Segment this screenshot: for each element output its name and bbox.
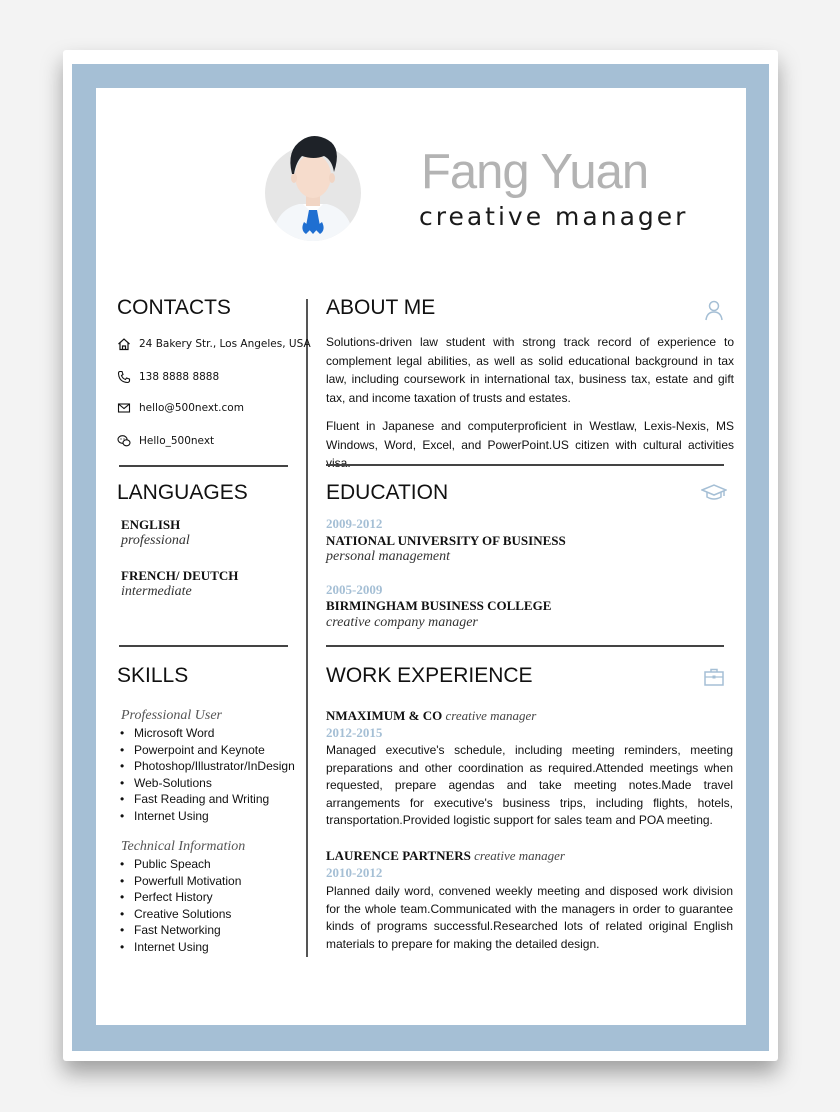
- about-paragraph: Solutions-driven law student with strong track record of experience to complement legal abilities, as well as solid educational background in tax law, including coursework in international tax, business tax, estate and gift tax, and income taxation of trusts and estates.: [326, 335, 734, 405]
- education-degree: creative company manager: [326, 615, 478, 630]
- contact-address: [117, 337, 311, 351]
- work-years: 2010-2012: [326, 865, 383, 880]
- work-role: creative manager: [445, 708, 537, 723]
- work-company: NMAXIMUM & CO: [326, 708, 443, 723]
- contact-address-text: 24 Bakery Str., Los Angeles, USA: [139, 338, 311, 350]
- work-role: creative manager: [474, 848, 565, 863]
- avatar: [264, 130, 362, 242]
- wechat-icon: [117, 434, 131, 448]
- briefcase-icon: [704, 668, 724, 686]
- about-divider: [326, 464, 724, 466]
- skill-item: • Fast Reading and Writing: [134, 791, 295, 808]
- skill-item: • Internet Using: [134, 808, 295, 825]
- contact-phone-text: 138 8888 8888: [139, 371, 220, 383]
- skill-item: • Powerpoint and Keynote: [134, 742, 295, 759]
- work-description: Managed executive's schedule, including meeting reminders, meeting preparations and other coordination as required.Attended meetings when requested, prepare agendas and take meeting notes.Made travel arrangements for executive's business trips, including flights, hotels, transportation.Provided logistic support for sales team and POA meeting.: [326, 743, 733, 828]
- column-divider: [306, 299, 308, 957]
- skill-item: • Creative Solutions: [134, 906, 241, 923]
- contact-phone: [117, 370, 219, 384]
- work-company-line: [326, 848, 565, 864]
- home-icon: [117, 337, 131, 351]
- education-school: NATIONAL UNIVERSITY OF BUSINESS: [326, 533, 566, 548]
- about-heading: ABOUT ME: [326, 296, 436, 319]
- work-description: Planned daily word, convened weekly meeting and disposed work division for the whole team.Communicated with the managers in order to guarantee kinds of programs successful.Researched lots of related original English materials to prepare for making the detailed design.: [326, 884, 733, 951]
- skills-list-technical: [120, 856, 241, 955]
- language-name: FRENCH/ DEUTCH: [121, 568, 239, 583]
- skill-item: • Public Speach: [134, 856, 241, 873]
- contacts-divider: [119, 465, 288, 467]
- skill-item: • Web-Solutions: [134, 775, 295, 792]
- work-company: LAURENCE PARTNERS: [326, 848, 471, 863]
- phone-icon: [117, 370, 131, 384]
- contact-email-text: hello@500next.com: [139, 402, 244, 414]
- education-years: 2009-2012: [326, 516, 383, 531]
- language-level: professional: [121, 533, 190, 548]
- candidate-name: Fang Yuan: [421, 145, 649, 199]
- skills-heading: SKILLS: [117, 664, 189, 687]
- skills-group-title: Technical Information: [121, 839, 246, 854]
- skill-item: • Photoshop/Illustrator/InDesign: [134, 758, 295, 775]
- language-level: intermediate: [121, 584, 192, 599]
- contacts-heading: CONTACTS: [117, 296, 231, 319]
- skills-group-title: Professional User: [121, 708, 222, 723]
- skill-item: • Microsoft Word: [134, 725, 295, 742]
- graduation-cap-icon: [701, 484, 727, 502]
- education-school: BIRMINGHAM BUSINESS COLLEGE: [326, 598, 552, 613]
- contact-email: [117, 401, 244, 415]
- education-heading: EDUCATION: [326, 481, 449, 504]
- about-paragraph: Fluent in Japanese and computerproficient in Westlaw, Lexis-Nexis, MS Windows, Word, Excel, and PowerPoint.US citizen with cultural activities: [326, 419, 734, 452]
- skill-item: • Perfect History: [134, 889, 241, 906]
- education-years: 2005-2009: [326, 582, 383, 597]
- work-heading: WORK EXPERIENCE: [326, 664, 533, 687]
- languages-divider: [119, 645, 288, 647]
- language-name: ENGLISH: [121, 517, 181, 532]
- skill-item: • Fast Networking: [134, 922, 241, 939]
- work-company-line: [326, 708, 536, 724]
- skills-list-professional: [120, 725, 295, 824]
- languages-heading: LANGUAGES: [117, 481, 248, 504]
- contact-wechat-text: Hello_500next: [139, 435, 215, 447]
- education-degree: personal management: [326, 549, 451, 564]
- work-years: 2012-2015: [326, 725, 383, 740]
- candidate-job-title: creative manager: [419, 202, 689, 231]
- skill-item: • Internet Using: [134, 939, 241, 956]
- mail-icon: [117, 401, 131, 415]
- contact-wechat: [117, 434, 214, 448]
- skill-item: • Powerfull Motivation: [134, 873, 241, 890]
- person-icon: [704, 300, 724, 321]
- education-divider: [326, 645, 724, 647]
